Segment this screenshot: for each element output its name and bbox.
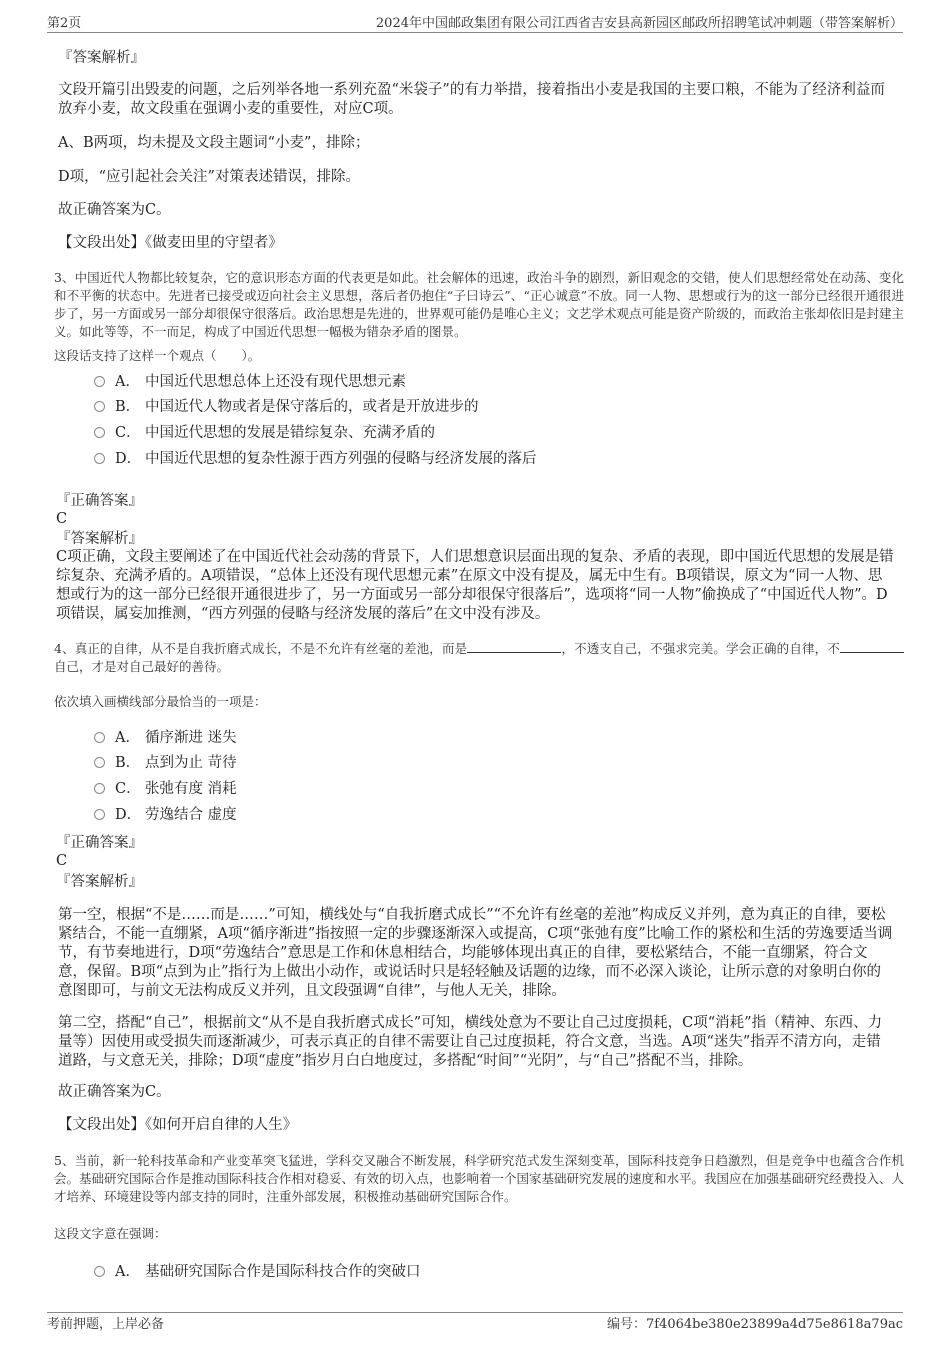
- q4-option-d[interactable]: D． 劳逸结合 虚度: [94, 805, 237, 825]
- q4-answer-label: 『正确答案』: [56, 835, 143, 851]
- radio-icon[interactable]: [94, 1266, 105, 1277]
- q4-option-a[interactable]: A． 循序渐进 迷失: [94, 728, 237, 748]
- radio-icon[interactable]: [94, 757, 105, 768]
- radio-icon[interactable]: [94, 427, 105, 438]
- q3-option-b[interactable]: B． 中国近代人物或者是保守落后的，或者是开放进步的: [94, 397, 479, 417]
- q2-source: 【文段出处】《做麦田里的守望者》: [58, 235, 283, 251]
- q4-question: 依次填入画横线部分最恰当的一项是：: [54, 694, 267, 709]
- q3-stem: 3、中国近代人物都比较复杂，它的意识形态方面的代表更是如此。社会解体的迅速，政治斗争的剧烈，新旧观念的交错，使人们思想经常处在动荡、变化和不平衡的状态中。先进者已接受或迈向社会主义思想，落后者仍抱住“子曰诗云”、“正心诚意”不放。同一人物、思想或行为的这一部分已经很开通很进步了，另一方面或另一部分却很保守很落后。政治思想是先进的，世界观可能仍是唯心主义；文艺学术观点可能是资产阶级的，而政治主张却依旧是封建主义。如此等等，不一而足，构成了中国近代思想一幅极为错杂矛盾的图景。: [54, 270, 905, 339]
- radio-icon[interactable]: [94, 401, 105, 412]
- q3-answer: C: [56, 511, 68, 527]
- radio-icon[interactable]: [94, 732, 105, 743]
- q3-option-c[interactable]: C． 中国近代思想的发展是错综复杂、充满矛盾的: [94, 423, 435, 443]
- q4-stem: 4、真正的自律，从不是自我折磨式成长，不是不允许有丝毫的差池，而是 ，不透支自己，不强求完美。学会正确的自律，不自己，才是对自己最好的善待。: [54, 640, 904, 676]
- q5-stem: 5、当前，新一轮科技革命和产业变革突飞猛进，学科交叉融合不断发展，科学研究范式发生深刻变革，国际科技竞争日趋激烈，但是竞争中也蕴含合作机会。基础研究国际合作是推动国际科技合作相对稳妥、有效的切入点，也影响着一个国家基础研究发展的速度和水平。我国应在加强基础研究经费投入、人才培养、环境建设等内部支持的同时，注重外部发展，积极推动基础研究国际合作。: [54, 1153, 905, 1204]
- q2-conclusion: 故正确答案为C。: [58, 202, 171, 218]
- q4-conclusion: 故正确答案为C。: [58, 1084, 171, 1100]
- q3-option-a[interactable]: A． 中国近代思想总体上还没有现代思想元素: [94, 372, 406, 392]
- q2-analysis-p2: A、B两项，均未提及文段主题词“小麦”，排除；: [58, 135, 370, 151]
- radio-icon[interactable]: [94, 809, 105, 820]
- q2-analysis-p3: D项，“应引起社会关注”对策表述错误，排除。: [58, 169, 360, 185]
- header-divider: [47, 32, 903, 33]
- q5-question: 这段文字意在强调：: [54, 1226, 167, 1241]
- q3-answer-label: 『正确答案』: [56, 493, 143, 509]
- q3-analysis-label: 『答案解析』: [56, 531, 143, 547]
- q4-option-b[interactable]: B． 点到为止 苛待: [94, 753, 237, 773]
- q3-question: 这段话支持了这样一个观点（ ）。: [54, 348, 261, 363]
- q4-analysis-label: 『答案解析』: [56, 874, 143, 890]
- page-number: 第2页: [47, 16, 82, 31]
- q4-source: 【文段出处】《如何开启自律的人生》: [58, 1117, 298, 1133]
- fill-blank-2: [840, 640, 904, 653]
- q4-analysis-p2: 第二空，搭配“自己”，根据前文“从不是自我折磨式成长”可知，横线处意为不要让自己过度损耗，C项“消耗”指（精神、东西、力量等）因使用或受损失而逐渐减少，可表示真正的自律不需要让自己过度损耗，符合文意，当选。A项“迷失”指弄不清方向，走错道路，与文意无关，排除；D项“虚度”指岁月白白地度过，多搭配“时间”“光阴”，与“自己”搭配不当，排除。: [58, 1015, 883, 1069]
- q3-option-d[interactable]: D． 中国近代思想的复杂性源于西方列强的侵略与经济发展的落后: [94, 449, 537, 469]
- q4-answer: C: [56, 853, 68, 869]
- q2-analysis-label: 『答案解析』: [58, 50, 145, 66]
- q5-option-a[interactable]: A． 基础研究国际合作是国际科技合作的突破口: [94, 1262, 421, 1282]
- document-title: 2024年中国邮政集团有限公司江西省吉安县高新园区邮政所招聘笔试冲刺题（带答案解析）: [375, 16, 903, 31]
- footer-slogan: 考前押题，上岸必备: [47, 1317, 165, 1332]
- fill-blank-1: [467, 640, 561, 653]
- radio-icon[interactable]: [94, 376, 105, 387]
- footer-serial: 编号：7f4064be380e23899a4d75e8618a79ac: [606, 1317, 903, 1332]
- q4-option-c[interactable]: C． 张弛有度 消耗: [94, 779, 237, 799]
- q3-analysis: C项正确，文段主要阐述了在中国近代社会动荡的背景下，人们思想意识层面出现的复杂、矛盾的表现，即中国近代思想的发展是错综复杂、充满矛盾的。A项错误，“总体上还没有现代思想元素”在原文中没有提及，属无中生有。B项错误，原文为“同一人物、思想或行为的这一部分已经很开通很进步了，另一方面或另一部分却很保守很落后”，选项将“同一人物”偷换成了“中国近代人物”。D项错误，属妄加推测，“西方列强的侵略与经济发展的落后”在文中没有涉及。: [56, 549, 894, 622]
- radio-icon[interactable]: [94, 783, 105, 794]
- radio-icon[interactable]: [94, 453, 105, 464]
- q2-analysis-p1: 文段开篇引出毁麦的问题，之后列举各地一系列充盈“米袋子”的有力举措，接着指出小麦是我国的主要口粮，不能为了经济利益而放弃小麦，故文段重在强调小麦的重要性，对应C项。: [58, 82, 885, 117]
- q4-analysis-p1: 第一空，根据“不是……而是……”可知，横线处与“自我折磨式成长”“不允许有丝毫的差池”构成反义并列，意为真正的自律，要松紧结合，不能一直绷紧，A项“循序渐进”指按照一定的步骤逐渐深入或提高，C项“张弛有度”比喻工作的紧松和生活的劳逸要适当调节，有节奏地进行，D项“劳逸结合”意思是工作和休息相结合，均能够体现出真正的自律，要松紧结合，不能一直绷紧，符合文意，保留。B项“点到为止”指行为上做出小动作，或说话时只是轻轻触及话题的边缘，而不必深入谈论，让所示意的对象明白你的意图即可，与前文无法构成反义并列，且文段强调“自律”，与他人无关，排除。: [58, 907, 893, 999]
